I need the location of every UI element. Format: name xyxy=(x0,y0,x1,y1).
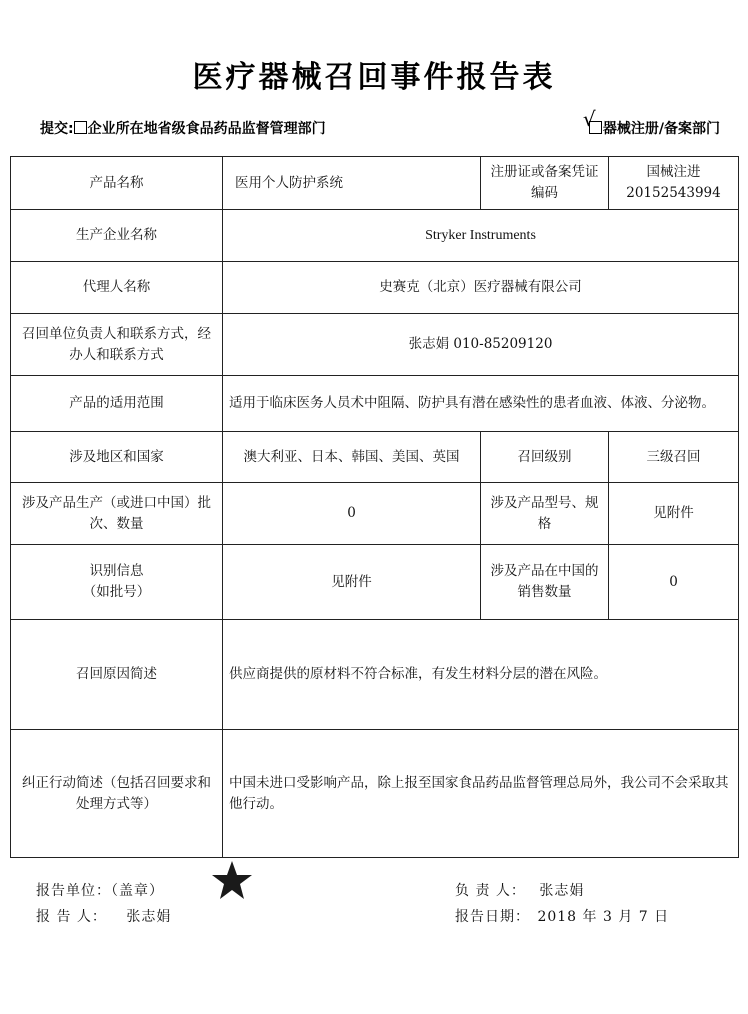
reg-cert-value xyxy=(609,157,739,210)
row-id-info xyxy=(11,545,739,620)
checkbox-registration xyxy=(582,107,602,134)
row-batch xyxy=(11,483,739,545)
id-info-label xyxy=(11,545,223,620)
reg-cert-line2: 20152543994 xyxy=(626,185,721,201)
batch-value: 0 xyxy=(223,483,481,545)
recall-report-table xyxy=(10,156,739,858)
footer-date-value: 2018 年 3 月 7 日 xyxy=(537,909,670,925)
seal-star-icon xyxy=(210,858,254,902)
row-contact xyxy=(11,314,739,376)
reg-cert-label: 注册证或备案凭证编码 xyxy=(481,157,609,210)
id-info-label-line1: 识别信息 xyxy=(89,563,144,580)
row-manufacturer xyxy=(11,210,739,262)
action-value: 中国未进口受影响产品，除上报至国家食品药品监督管理总局外，我公司不会采取其他行动。 xyxy=(223,730,739,858)
contact-label: 召回单位负责人和联系方式，经办人和联系方式 xyxy=(11,314,223,376)
action-label: 纠正行动简述（包括召回要求和处理方式等） xyxy=(11,730,223,858)
row-product-name xyxy=(11,157,739,210)
contact-value: 张志娟 010-85209120 xyxy=(223,314,739,376)
submit-line xyxy=(40,107,720,140)
agent-label: 代理人名称 xyxy=(11,262,223,314)
row-scope xyxy=(11,376,739,432)
submit-option-registration xyxy=(582,107,720,138)
reason-label: 召回原因简述 xyxy=(11,620,223,730)
recall-level-label: 召回级别 xyxy=(481,432,609,483)
footer-reporter xyxy=(36,906,171,926)
footer-responsible-label: 负 责 人： xyxy=(455,883,526,899)
footer-responsible xyxy=(455,880,584,900)
product-name-value: 医用个人防护系统 xyxy=(223,157,481,210)
page-title: 医疗器械召回事件报告表 xyxy=(192,60,556,95)
row-reason xyxy=(11,620,739,730)
row-agent xyxy=(11,262,739,314)
scope-value: 适用于临床医务人员术中阻隔、防护具有潜在感染性的患者血液、体液、分泌物。 xyxy=(223,376,739,432)
footer-date-label: 报告日期： xyxy=(455,909,530,925)
footer-date xyxy=(455,906,669,926)
submit-option-1-text: 企业所在地省级食品药品监督管理部门 xyxy=(87,121,326,137)
region-value: 澳大利亚、日本、韩国、美国、英国 xyxy=(223,432,481,483)
scope-label: 产品的适用范围 xyxy=(11,376,223,432)
row-region xyxy=(11,432,739,483)
batch-label: 涉及产品生产（或进口中国）批次、数量 xyxy=(11,483,223,545)
model-label: 涉及产品型号、规格 xyxy=(481,483,609,545)
region-label: 涉及地区和国家 xyxy=(11,432,223,483)
submit-label: 提交: xyxy=(40,121,74,137)
sales-label: 涉及产品在中国的销售数量 xyxy=(481,545,609,620)
reason-value: 供应商提供的原材料不符合标准，有发生材料分层的潜在风险。 xyxy=(223,620,739,730)
reg-cert-line1: 国械注进 xyxy=(646,164,701,181)
checkbox-provincial xyxy=(74,121,87,134)
product-name-label: 产品名称 xyxy=(11,157,223,210)
footer-unit-label: 报告单位：（盖章） xyxy=(36,883,164,899)
manufacturer-value: Stryker Instruments xyxy=(223,210,739,262)
id-info-label-line2: （如批号） xyxy=(82,584,151,600)
recall-level-value: 三级召回 xyxy=(609,432,739,483)
sales-value: 0 xyxy=(609,545,739,620)
row-action xyxy=(11,730,739,858)
checkmark-icon: √ xyxy=(582,107,596,131)
submit-option-provincial xyxy=(40,118,326,138)
model-value: 见附件 xyxy=(609,483,739,545)
manufacturer-label: 生产企业名称 xyxy=(11,210,223,262)
footer-reporter-value: 张志娟 xyxy=(126,909,172,925)
id-info-value: 见附件 xyxy=(223,545,481,620)
agent-value: 史赛克（北京）医疗器械有限公司 xyxy=(223,262,739,314)
footer-reporter-label: 报 告 人： xyxy=(36,909,107,925)
submit-option-2-text: 器械注册/备案部门 xyxy=(602,121,720,137)
footer-responsible-value: 张志娟 xyxy=(539,883,585,899)
